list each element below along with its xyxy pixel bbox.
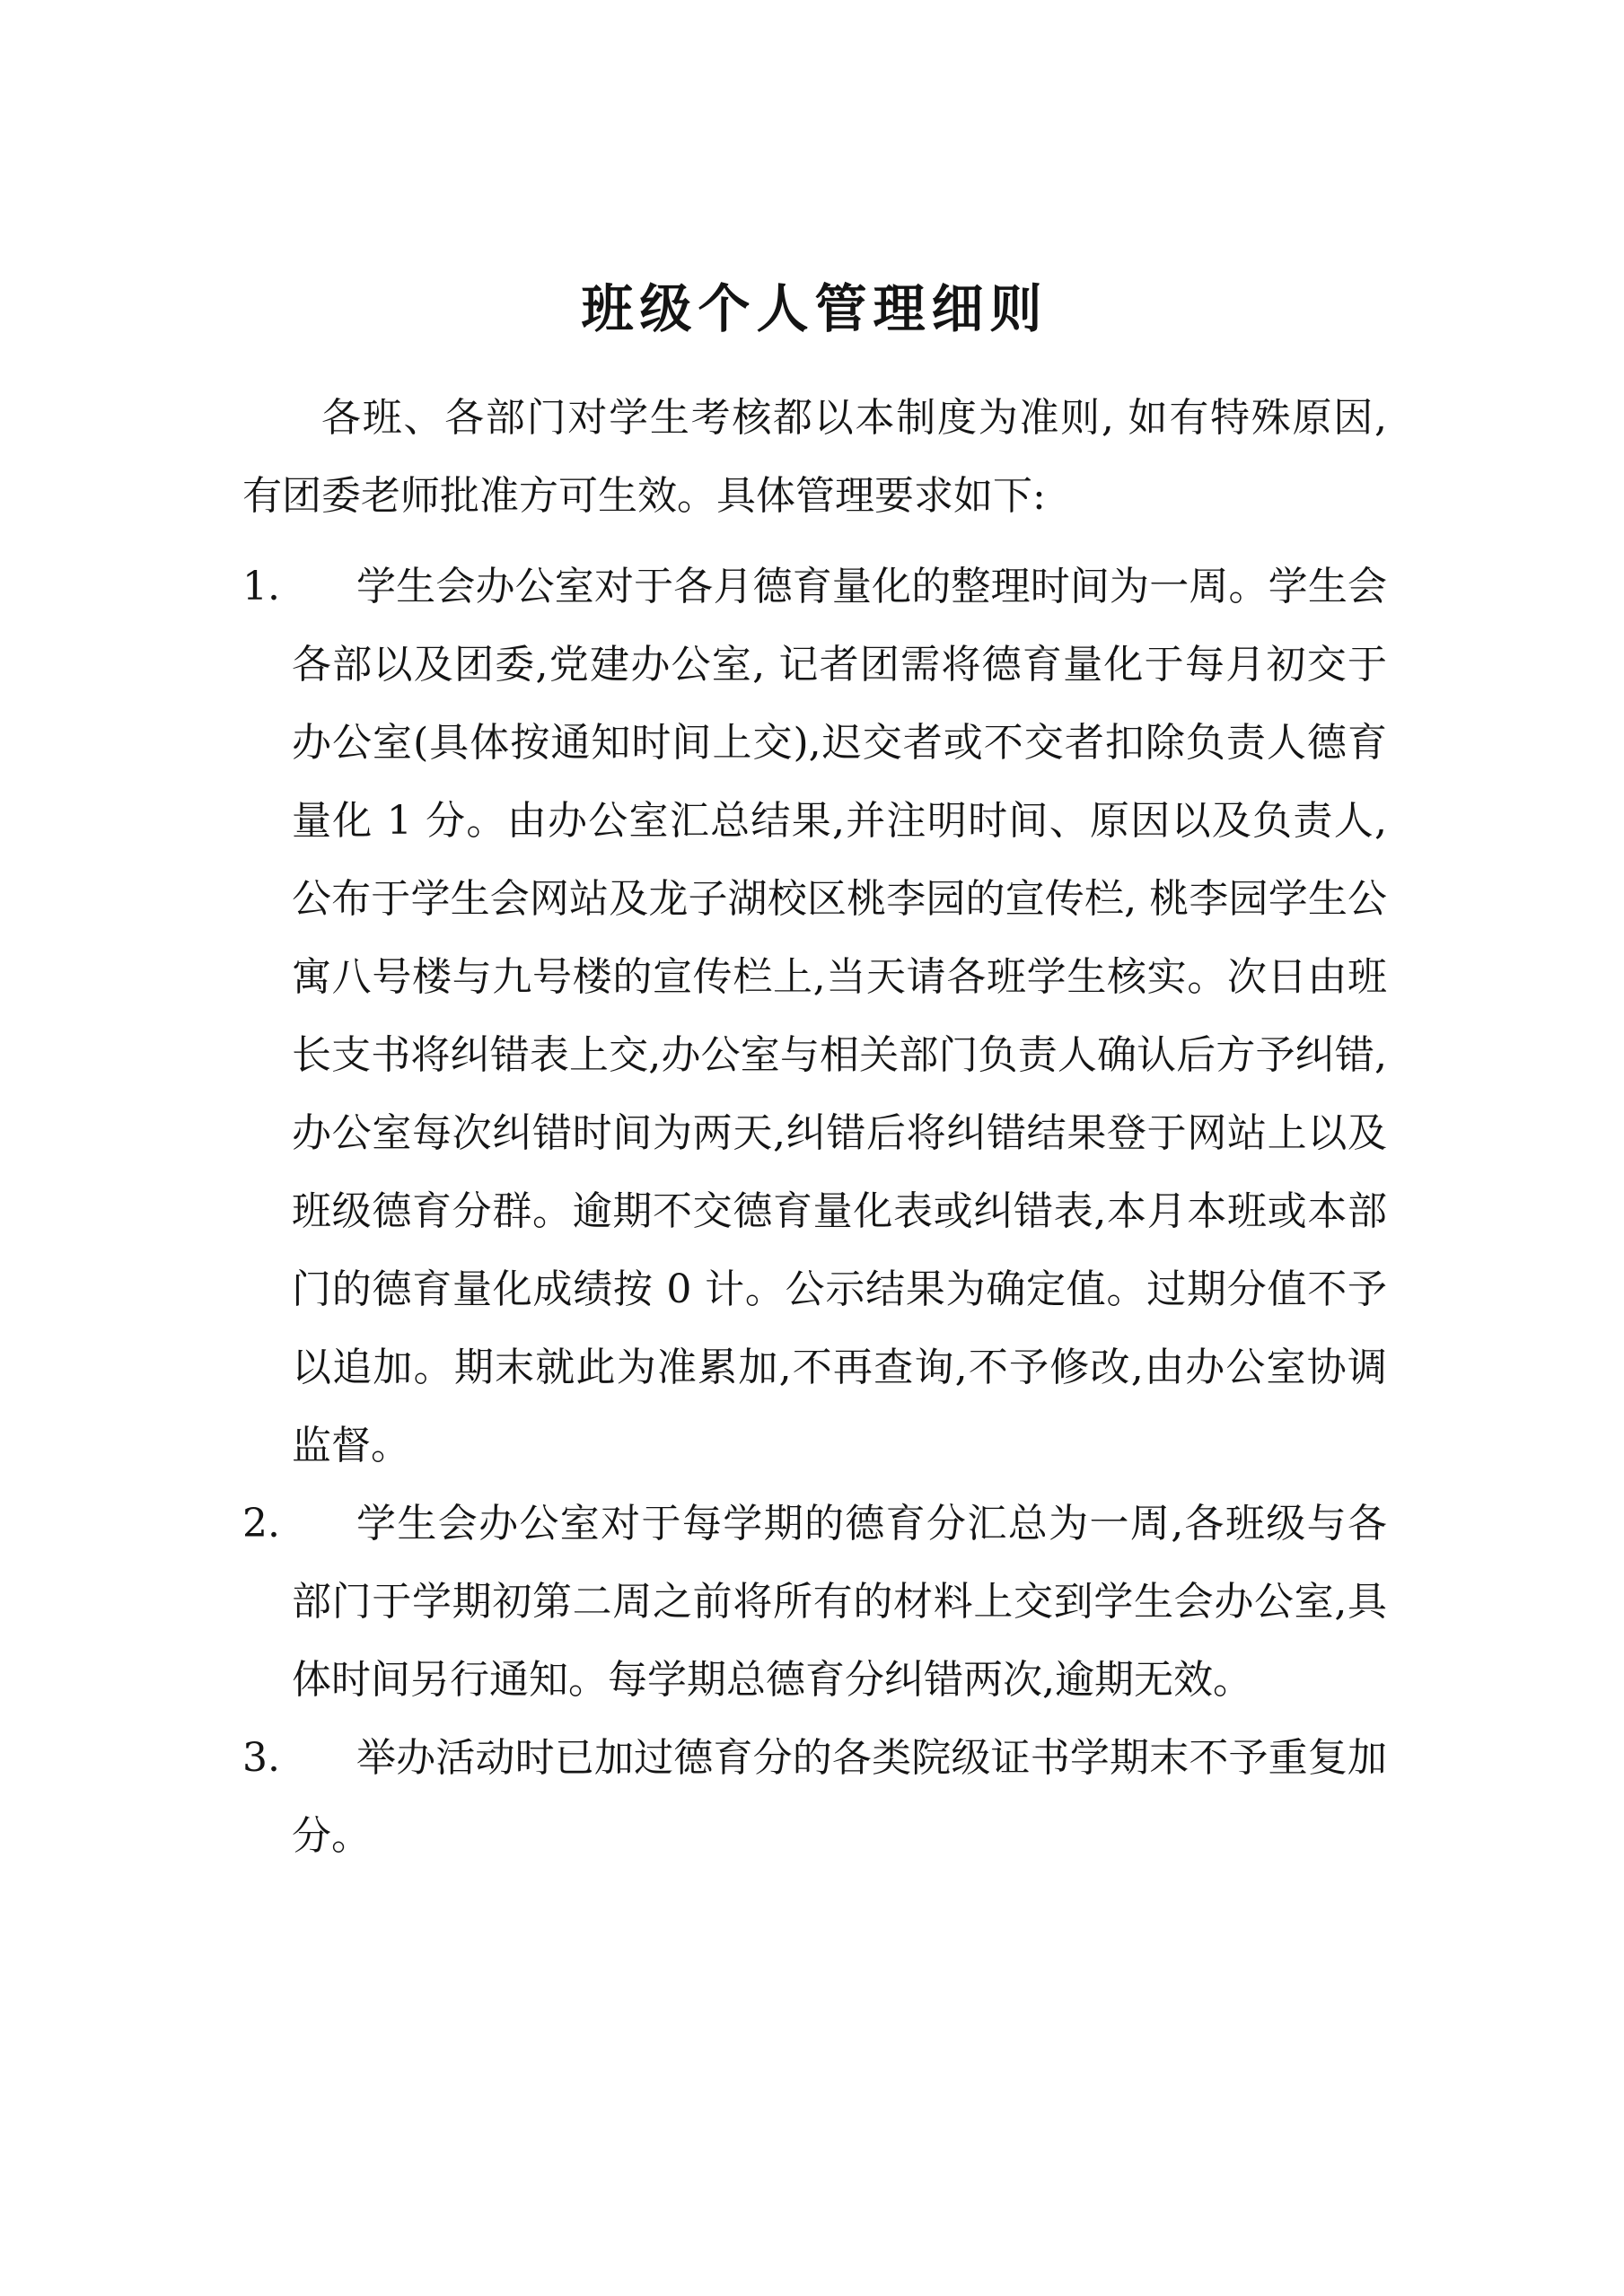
rule-item-1-text: 学生会办公室对于各月德育量化的整理时间为一周。学生会各部以及团委,党建办公室, 记者团需将德育量化于每月初交于办公室(具体按通知时间上交),迟交者或不交者扣除负责人德育量化 1 分。由办公室汇总结果,并注明时间、原因以及负责人,公布于学生会网站及龙子湖校区桃李园的宣传栏, 桃李园学生公寓八号楼与九号楼的宣传栏上,当天请各班学生核实。次日由班长支书将纠错表上交,办公室与相关部门负责人确认后方予纠错,办公室每次纠错时间为两天,纠错后将纠错结果登于网站上以及班级德育分群。逾期不交德育量化表或纠错表,本月本班或本部门的德育量化成绩按 0 计。公示结果为确定值。过期分值不予以追加。期末就此为准累加,不再查询,不予修改,由办公室协调监督。 bbox=[292, 564, 1387, 1468]
rule-item-2-text: 学生会办公室对于每学期的德育分汇总为一周,各班级与各部门于学期初第二周之前将所有的材料上交到学生会办公室,具体时间另行通知。每学期总德育分纠错两次,逾期无效。 bbox=[292, 1501, 1387, 1703]
rule-item-3-text: 举办活动时已加过德育分的各类院级证书学期末不予重复加分。 bbox=[292, 1735, 1387, 1859]
rule-item-1-number: 1. bbox=[242, 564, 280, 609]
rule-item-3-number: 3. bbox=[242, 1735, 280, 1781]
rule-item-2-number: 2. bbox=[242, 1501, 280, 1547]
page-title: 班级个人管理细则 bbox=[581, 278, 1049, 339]
rule-item-1 bbox=[242, 548, 1387, 1485]
rules-list bbox=[242, 548, 1387, 1875]
intro-paragraph: 各班、各部门对学生考核都以本制度为准则, 如有特殊原因, 有团委老师批准方可生效。具体管理要求如下: bbox=[242, 395, 1387, 519]
rule-item-2 bbox=[242, 1485, 1387, 1719]
rule-item-3 bbox=[242, 1719, 1387, 1875]
